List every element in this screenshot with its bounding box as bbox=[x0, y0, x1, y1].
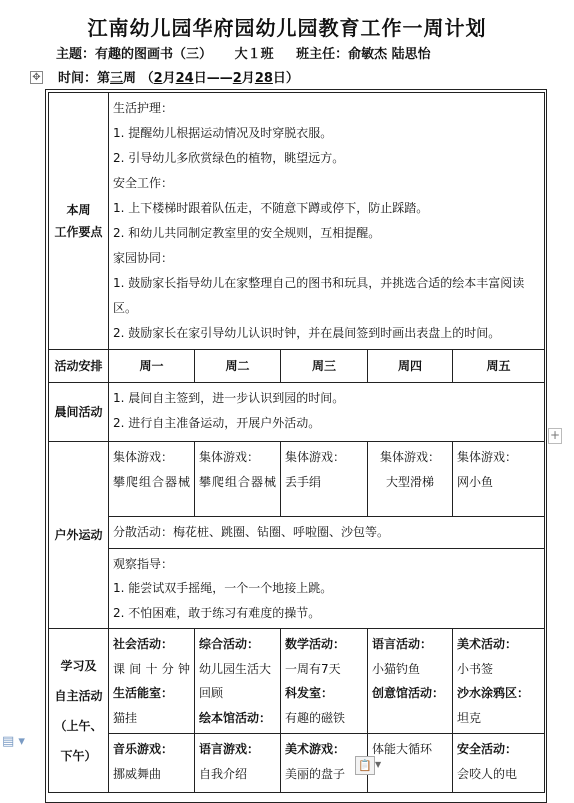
outdoor-game-tue: 集体游戏： 攀爬组合器械 bbox=[195, 442, 281, 517]
learning-fri-1: 美术活动： 小书签 沙水涂鸦区： 坦克 bbox=[453, 629, 545, 734]
learning-wed-2[interactable]: 美术游戏： 美丽的盘子 bbox=[281, 734, 368, 793]
day-thu: 周四 bbox=[368, 350, 453, 383]
theme: 主题：有趣的图画书（三） bbox=[56, 47, 213, 62]
learning-tue-2: 语言游戏： 自我介绍 bbox=[195, 734, 281, 793]
morning-content: 1. 晨间自主签到，进一步认识到园的时间。 2. 进行自主准备运动，开展户外活动。 bbox=[109, 383, 545, 442]
time-line: 时间：第三周 （2月24日——2月28日） bbox=[58, 71, 299, 86]
learning-thu-2: 体能大循环 bbox=[368, 734, 453, 793]
day-mon: 周一 bbox=[109, 350, 195, 383]
outdoor-game-thu: 集体游戏： 大型滑梯 bbox=[368, 442, 453, 517]
learning-tue-1: 综合活动： 幼儿园生活大回顾 绘本馆活动： bbox=[195, 629, 281, 734]
morning-label: 晨间活动 bbox=[49, 383, 109, 442]
outdoor-game-fri: 集体游戏： 网小鱼 bbox=[453, 442, 545, 517]
theme-line bbox=[56, 43, 449, 62]
learning-thu-1: 语言活动： 小猫钓鱼 创意馆活动： bbox=[368, 629, 453, 734]
day-tue: 周二 bbox=[195, 350, 281, 383]
learning-wed-1: 数学活动： 一周有7天 科发室： 有趣的磁铁 bbox=[281, 629, 368, 734]
learning-mon-2: 音乐游戏： 挪威舞曲 bbox=[109, 734, 195, 793]
class-name: 大１班 bbox=[234, 47, 274, 62]
outdoor-game-wed: 集体游戏： 丢手绢 bbox=[281, 442, 368, 517]
document-icon[interactable]: ▤ ▾ bbox=[2, 734, 25, 749]
chevron-down-icon[interactable]: ▼ bbox=[375, 760, 382, 769]
teachers: 班主任：俞敏杰 陆思怡 bbox=[296, 47, 431, 62]
day-wed: 周三 bbox=[281, 350, 368, 383]
page-title: 江南幼儿园华府园幼儿园教育工作一周计划 bbox=[87, 16, 487, 40]
outdoor-game-mon: 集体游戏： 攀爬组合器械 bbox=[109, 442, 195, 517]
outdoor-observe: 观察指导： 1. 能尝试双手摇绳，一个一个地接上跳。 2. 不怕困难，敢于练习有难度的操节。 bbox=[109, 548, 545, 629]
table-move-handle-icon[interactable]: ✥ bbox=[30, 71, 43, 84]
focus-content: 生活护理： 1. 提醒幼儿根据运动情况及时穿脱衣服。 2. 引导幼儿多欣赏绿色的植物，眺望远方。 安全工作： 1. 上下楼梯时跟着队伍走，不随意下蹲或停下，防止踩踏。 2. 和幼儿共同制定教室里的安全规则，互相提醒。 家园协同： 1. 鼓励家长指导幼儿在家整理自己的图书和玩具，并挑选合适的绘本丰富阅读区。 2. 鼓励家长在家引导幼儿认识时钟，并在晨间签到时画出表盘上的时间。 bbox=[109, 93, 545, 350]
outdoor-scattered: 分散活动：梅花桩、跳圈、钻圈、呼啦圈、沙包等。 bbox=[109, 517, 545, 549]
learning-mon-1: 社会活动： 课间十分钟 生活能室： 猫挂 bbox=[109, 629, 195, 734]
weekly-plan-table bbox=[48, 92, 545, 793]
outdoor-label: 户外运动 bbox=[49, 442, 109, 629]
schedule-label: 活动安排 bbox=[49, 350, 109, 383]
paste-options-icon[interactable]: 📋 bbox=[355, 756, 375, 775]
focus-label: 本周 工作要点 bbox=[49, 93, 109, 350]
add-column-icon[interactable]: + bbox=[549, 428, 561, 442]
learning-label: 学习及 自主活动 （上午、 下午） bbox=[49, 629, 109, 793]
day-fri: 周五 bbox=[453, 350, 545, 383]
learning-fri-2: 安全活动： 会咬人的电 bbox=[453, 734, 545, 793]
